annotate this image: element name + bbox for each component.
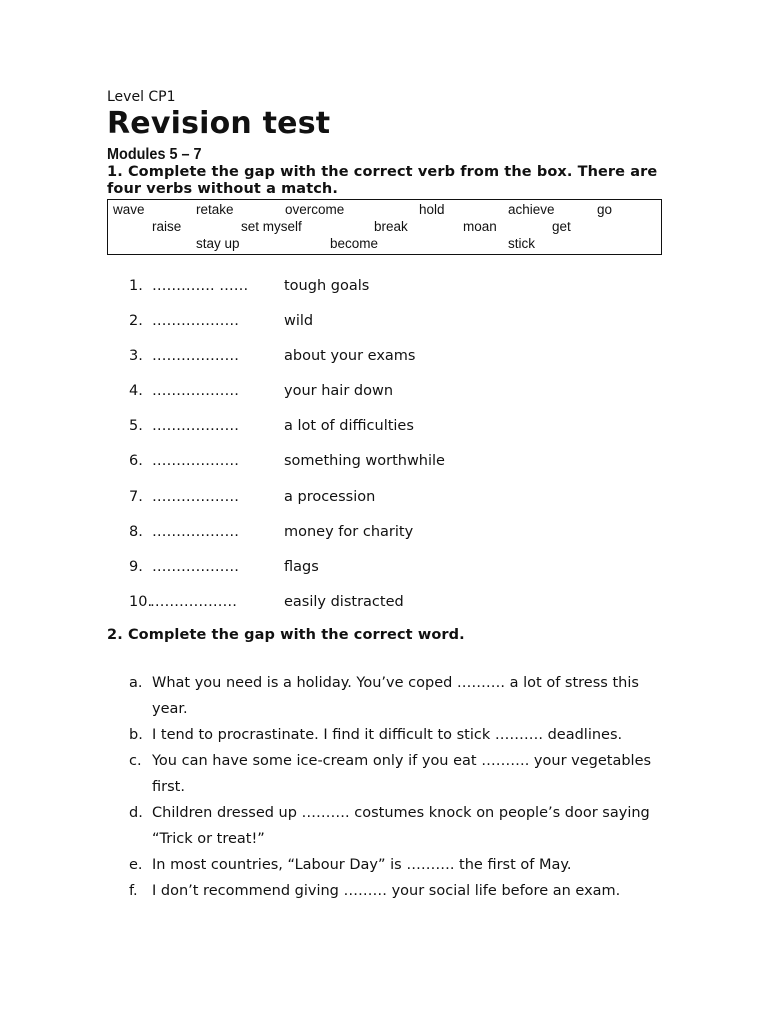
box-word: hold <box>419 202 445 217</box>
item-phrase: your hair down <box>284 383 394 400</box>
exercise-2-list <box>107 670 662 904</box>
answer-gap: ……………… <box>152 383 239 400</box>
list-item <box>107 722 662 748</box>
item-phrase: a procession <box>284 488 376 505</box>
item-phrase: flags <box>284 558 319 575</box>
box-word: stay up <box>196 236 240 251</box>
item-sentence: You can have some ice-cream only if you eat ………. your vegetables first. <box>152 752 652 795</box>
answer-gap: ……………… <box>150 593 237 610</box>
item-letter: b. <box>129 726 143 743</box>
item-sentence: What you need is a holiday. You’ve coped ………. a lot of stress this year. <box>152 674 639 717</box>
answer-gap: …………. …… <box>152 278 249 294</box>
item-letter: d. <box>129 804 143 821</box>
item-phrase: tough goals <box>284 278 370 294</box>
item-sentence: Children dressed up ………. costumes knock on people’s door saying “Trick or treat!” <box>152 804 650 847</box>
list-item <box>107 800 662 852</box>
item-number: 8. <box>129 523 143 540</box>
item-phrase: wild <box>284 313 314 330</box>
list-item <box>107 748 662 800</box>
box-word: moan <box>463 219 497 234</box>
item-number: 1. <box>129 278 143 294</box>
item-phrase: a lot of difficulties <box>284 418 414 435</box>
box-word: go <box>597 202 613 217</box>
list-item <box>107 276 662 311</box>
list-item <box>107 592 662 627</box>
level-label: Level CP1 <box>107 89 176 105</box>
verb-box <box>107 199 662 255</box>
modules-subtitle: Modules 5 – 7 <box>107 146 202 163</box>
item-phrase: something worthwhile <box>284 453 445 470</box>
box-word: stick <box>508 236 535 251</box>
item-number: 7. <box>129 488 143 505</box>
item-sentence: I tend to procrastinate. I find it difficult to stick ………. deadlines. <box>152 726 623 743</box>
answer-gap: ……………… <box>152 313 239 330</box>
box-word: retake <box>196 202 234 217</box>
answer-gap: ……………… <box>152 488 239 505</box>
item-phrase: about your exams <box>284 348 416 365</box>
list-item <box>107 381 662 416</box>
item-number: 9. <box>129 558 143 575</box>
box-word: wave <box>113 202 145 217</box>
item-letter: f. <box>129 882 138 899</box>
item-number: 4. <box>129 383 143 400</box>
box-word: become <box>330 236 379 251</box>
item-phrase: easily distracted <box>284 593 404 610</box>
list-item <box>107 522 662 557</box>
item-letter: c. <box>129 752 142 769</box>
answer-gap: ……………… <box>152 418 239 435</box>
list-item <box>107 557 662 592</box>
exercise-1-list <box>107 276 662 627</box>
box-word: overcome <box>285 202 345 217</box>
item-sentence: In most countries, “Labour Day” is ………. the first of May. <box>152 856 572 873</box>
item-number: 2. <box>129 313 143 330</box>
item-phrase: money for charity <box>284 523 414 540</box>
list-item <box>107 670 662 722</box>
list-item <box>107 852 662 878</box>
list-item <box>107 311 662 346</box>
box-word: achieve <box>508 202 555 217</box>
box-word: break <box>374 219 408 234</box>
box-word: get <box>552 219 571 234</box>
item-letter: a. <box>129 674 143 691</box>
item-number: 5. <box>129 418 143 435</box>
item-sentence: I don’t recommend giving ……… your social life before an exam. <box>152 882 621 899</box>
answer-gap: ……………… <box>152 558 239 575</box>
box-word: raise <box>152 219 182 234</box>
item-number: 6. <box>129 453 143 470</box>
answer-gap: ……………… <box>152 523 239 540</box>
box-word: set myself <box>241 219 302 234</box>
item-number: 10. <box>129 593 153 610</box>
exercise-2-instruction: 2. Complete the gap with the correct word. <box>107 626 465 643</box>
list-item <box>107 878 662 904</box>
item-number: 3. <box>129 348 143 365</box>
exercise-1-instruction: 1. Complete the gap with the correct verb from the box. There are four verbs without a match. <box>107 164 658 197</box>
worksheet-page <box>107 88 662 904</box>
answer-gap: ……………… <box>152 348 239 365</box>
list-item <box>107 451 662 486</box>
answer-gap: ……………… <box>152 453 239 470</box>
list-item <box>107 487 662 522</box>
list-item <box>107 346 662 381</box>
list-item <box>107 416 662 451</box>
item-letter: e. <box>129 856 143 873</box>
page-title: Revision test <box>107 106 331 141</box>
